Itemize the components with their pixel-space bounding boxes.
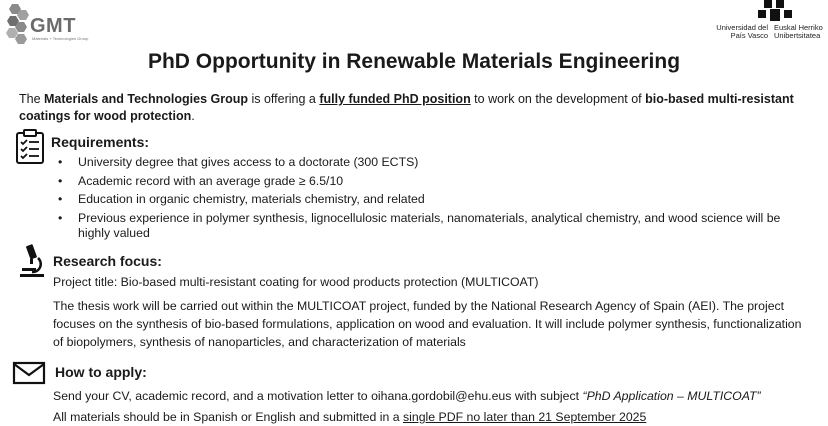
apply-subject: “PhD Application – MULTICOAT” [582, 389, 761, 403]
intro-text-1: The [19, 92, 45, 106]
list-item: • University degree that gives access to a doctorate (300 ECTS) [56, 155, 796, 171]
list-item: • Academic record with an average grade ≥ 6.5/10 [56, 174, 796, 190]
list-item: • Education in organic chemistry, materials chemistry, and related [56, 192, 796, 208]
materials-text: All materials should be in Spanish or English and submitted in a [53, 410, 403, 424]
deadline-text: single PDF no later than 21 September 2025 [402, 410, 647, 424]
group-name: Materials and Technologies Group [44, 92, 248, 106]
project-title: Project title: Bio-based multi-resistant coating for wood products protection (MULTICOAT) [53, 275, 539, 289]
list-item: • Previous experience in polymer synthesis, lignocellulosic materials, nanomaterials, analytical chemistry, and wood science will be highly valued [56, 211, 796, 242]
checklist-icon [14, 129, 46, 161]
apply-instructions [53, 387, 823, 405]
requirements-list [56, 155, 796, 245]
topic-highlight: bio-based multi-resistant coatings for wood protection [19, 92, 794, 123]
apply-materials [53, 408, 823, 426]
intro-text-4: . [191, 109, 195, 123]
research-heading: Research focus: [53, 253, 162, 269]
page-title: PhD Opportunity in Renewable Materials Engineering [147, 50, 681, 73]
university-name-es: Universidad del País Vasco [716, 23, 768, 40]
intro-paragraph [19, 91, 809, 125]
intro-text-2: is offering a [247, 92, 320, 106]
gmt-logo-text: GMT [30, 15, 76, 37]
envelope-icon [12, 361, 46, 385]
gmt-logo-subtext: Materials + Technologies Group [32, 36, 89, 41]
research-description: The thesis work will be carried out within the MULTICOAT project, funded by the National Research Agency of Spain (AEI). The project focuses on the synthesis of bio-based formulations, application on wood and evaluation. It will include polymer synthesis, functionalization of biopolymers, synthesis of nanoparticles, and characterization of materials [53, 299, 802, 349]
intro-text-3: to work on the development of [470, 92, 646, 106]
requirements-heading: Requirements: [51, 134, 150, 150]
apply-send-text: Send your CV, academic record, and a motivation letter to oihana.gordobil@ehu.eus with subject [53, 389, 583, 403]
apply-heading: How to apply: [55, 364, 147, 380]
microscope-icon [18, 244, 50, 276]
university-emblem-icon [756, 0, 796, 22]
position-highlight: fully funded PhD position [319, 92, 471, 106]
university-name-eu: Euskal Herriko Unibertsitatea [774, 23, 823, 40]
